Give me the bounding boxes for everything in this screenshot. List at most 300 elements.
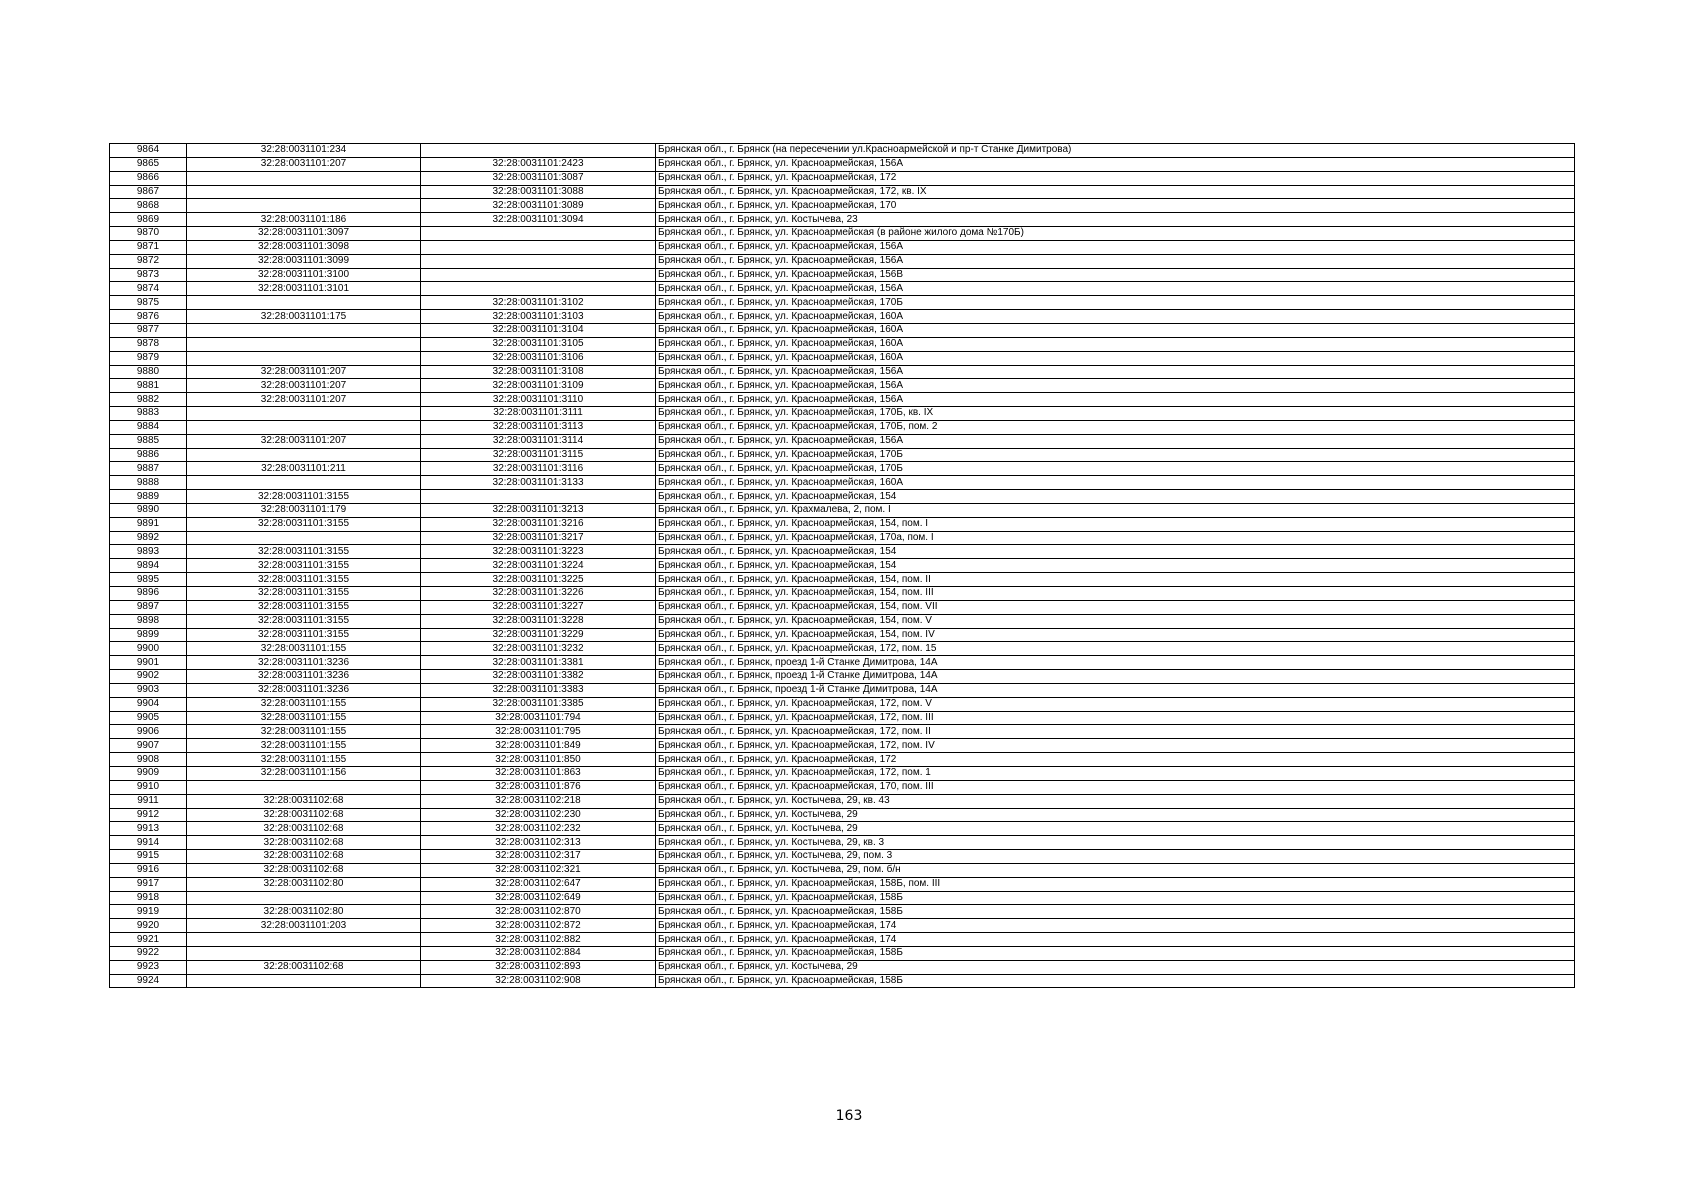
address-cell: Брянская обл., г. Брянск, ул. Красноармейская, 156А xyxy=(656,254,1575,268)
table-row xyxy=(110,531,1575,545)
object-cadastral-cell: 32:28:0031101:3224 xyxy=(421,559,656,573)
land-cadastral-cell: 32:28:0031102:80 xyxy=(187,905,421,919)
address-cell: Брянская обл., г. Брянск, ул. Костычева, 29, пом. б/н xyxy=(656,863,1575,877)
address-cell: Брянская обл., г. Брянск, ул. Красноармейская, 154, пом. I xyxy=(656,517,1575,531)
row-number-cell: 9916 xyxy=(110,863,187,877)
row-number-cell: 9904 xyxy=(110,697,187,711)
row-number-cell: 9906 xyxy=(110,725,187,739)
row-number-cell: 9898 xyxy=(110,614,187,628)
row-number-cell: 9864 xyxy=(110,144,187,158)
table-row xyxy=(110,407,1575,421)
row-number-cell: 9892 xyxy=(110,531,187,545)
row-number-cell: 9917 xyxy=(110,877,187,891)
land-cadastral-cell xyxy=(187,351,421,365)
address-cell: Брянская обл., г. Брянск, ул. Красноармейская, 158Б xyxy=(656,905,1575,919)
land-cadastral-cell xyxy=(187,337,421,351)
address-cell: Брянская обл., г. Брянск, ул. Красноармейская, 170Б xyxy=(656,296,1575,310)
land-cadastral-cell: 32:28:0031101:3155 xyxy=(187,517,421,531)
land-cadastral-cell: 32:28:0031101:179 xyxy=(187,503,421,517)
table-row xyxy=(110,822,1575,836)
land-cadastral-cell: 32:28:0031101:186 xyxy=(187,213,421,227)
row-number-cell: 9872 xyxy=(110,254,187,268)
address-cell: Брянская обл., г. Брянск, ул. Красноармейская, 160А xyxy=(656,323,1575,337)
row-number-cell: 9902 xyxy=(110,670,187,684)
table-row xyxy=(110,683,1575,697)
row-number-cell: 9871 xyxy=(110,240,187,254)
row-number-cell: 9883 xyxy=(110,407,187,421)
land-cadastral-cell: 32:28:0031102:68 xyxy=(187,863,421,877)
object-cadastral-cell: 32:28:0031101:850 xyxy=(421,753,656,767)
land-cadastral-cell: 32:28:0031101:207 xyxy=(187,379,421,393)
address-cell: Брянская обл., г. Брянск, ул. Красноармейская, 172, пом. 1 xyxy=(656,766,1575,780)
row-number-cell: 9890 xyxy=(110,503,187,517)
table-row xyxy=(110,254,1575,268)
land-cadastral-cell: 32:28:0031101:155 xyxy=(187,711,421,725)
address-cell: Брянская обл., г. Брянск, ул. Красноармейская, 156В xyxy=(656,268,1575,282)
row-number-cell: 9870 xyxy=(110,227,187,241)
object-cadastral-cell: 32:28:0031101:3223 xyxy=(421,545,656,559)
address-cell: Брянская обл., г. Брянск, ул. Красноармейская, 156А xyxy=(656,434,1575,448)
land-cadastral-cell: 32:28:0031101:155 xyxy=(187,697,421,711)
table-row xyxy=(110,296,1575,310)
address-cell: Брянская обл., г. Брянск, проезд 1-й Станке Димитрова, 14А xyxy=(656,670,1575,684)
land-cadastral-cell xyxy=(187,780,421,794)
object-cadastral-cell xyxy=(421,240,656,254)
land-cadastral-cell: 32:28:0031101:3236 xyxy=(187,670,421,684)
row-number-cell: 9909 xyxy=(110,766,187,780)
object-cadastral-cell: 32:28:0031102:870 xyxy=(421,905,656,919)
table-row xyxy=(110,587,1575,601)
row-number-cell: 9914 xyxy=(110,836,187,850)
land-cadastral-cell: 32:28:0031102:68 xyxy=(187,836,421,850)
table-row xyxy=(110,946,1575,960)
land-cadastral-cell xyxy=(187,407,421,421)
row-number-cell: 9865 xyxy=(110,157,187,171)
address-cell: Брянская обл., г. Брянск, ул. Красноармейская, 172, пом. III xyxy=(656,711,1575,725)
row-number-cell: 9901 xyxy=(110,656,187,670)
land-cadastral-cell: 32:28:0031101:3155 xyxy=(187,573,421,587)
address-cell: Брянская обл., г. Брянск, ул. Красноармейская, 170, пом. III xyxy=(656,780,1575,794)
address-cell: Брянская обл., г. Брянск, ул. Красноармейская, 170 xyxy=(656,199,1575,213)
land-cadastral-cell: 32:28:0031101:3155 xyxy=(187,587,421,601)
land-cadastral-cell xyxy=(187,891,421,905)
land-cadastral-cell: 32:28:0031101:175 xyxy=(187,310,421,324)
land-cadastral-cell: 32:28:0031101:155 xyxy=(187,642,421,656)
row-number-cell: 9900 xyxy=(110,642,187,656)
table-row xyxy=(110,240,1575,254)
object-cadastral-cell: 32:28:0031101:3102 xyxy=(421,296,656,310)
address-cell: Брянская обл., г. Брянск, ул. Костычева, 29 xyxy=(656,808,1575,822)
land-cadastral-cell: 32:28:0031101:3100 xyxy=(187,268,421,282)
address-cell: Брянская обл., г. Брянск, ул. Красноармейская, 156А xyxy=(656,393,1575,407)
object-cadastral-cell: 32:28:0031101:3111 xyxy=(421,407,656,421)
land-cadastral-cell xyxy=(187,296,421,310)
object-cadastral-cell: 32:28:0031101:3110 xyxy=(421,393,656,407)
object-cadastral-cell xyxy=(421,268,656,282)
row-number-cell: 9874 xyxy=(110,282,187,296)
land-cadastral-cell: 32:28:0031101:3155 xyxy=(187,490,421,504)
address-cell: Брянская обл., г. Брянск, ул. Костычева, 29, пом. 3 xyxy=(656,850,1575,864)
land-cadastral-cell: 32:28:0031102:68 xyxy=(187,822,421,836)
table-row xyxy=(110,919,1575,933)
row-number-cell: 9877 xyxy=(110,323,187,337)
table-row xyxy=(110,753,1575,767)
address-cell: Брянская обл., г. Брянск, ул. Костычева, 29 xyxy=(656,822,1575,836)
object-cadastral-cell: 32:28:0031101:3087 xyxy=(421,171,656,185)
object-cadastral-cell: 32:28:0031101:3217 xyxy=(421,531,656,545)
object-cadastral-cell xyxy=(421,227,656,241)
address-cell: Брянская обл., г. Брянск, ул. Красноармейская, 170Б xyxy=(656,448,1575,462)
row-number-cell: 9897 xyxy=(110,600,187,614)
row-number-cell: 9920 xyxy=(110,919,187,933)
address-cell: Брянская обл., г. Брянск, ул. Костычева, 29, кв. 3 xyxy=(656,836,1575,850)
land-cadastral-cell: 32:28:0031102:68 xyxy=(187,960,421,974)
object-cadastral-cell: 32:28:0031101:3113 xyxy=(421,420,656,434)
row-number-cell: 9894 xyxy=(110,559,187,573)
object-cadastral-cell: 32:28:0031101:794 xyxy=(421,711,656,725)
land-cadastral-cell: 32:28:0031101:3101 xyxy=(187,282,421,296)
registry-table-body xyxy=(110,144,1575,988)
object-cadastral-cell xyxy=(421,490,656,504)
table-row xyxy=(110,310,1575,324)
object-cadastral-cell: 32:28:0031101:3106 xyxy=(421,351,656,365)
object-cadastral-cell: 32:28:0031101:3226 xyxy=(421,587,656,601)
object-cadastral-cell: 32:28:0031102:232 xyxy=(421,822,656,836)
row-number-cell: 9924 xyxy=(110,974,187,988)
address-cell: Брянская обл., г. Брянск, ул. Красноармейская (в районе жилого дома №170Б) xyxy=(656,227,1575,241)
land-cadastral-cell: 32:28:0031101:3155 xyxy=(187,614,421,628)
table-row xyxy=(110,905,1575,919)
row-number-cell: 9911 xyxy=(110,794,187,808)
table-row xyxy=(110,656,1575,670)
row-number-cell: 9918 xyxy=(110,891,187,905)
table-row xyxy=(110,960,1575,974)
land-cadastral-cell: 32:28:0031101:3236 xyxy=(187,683,421,697)
land-cadastral-cell: 32:28:0031102:68 xyxy=(187,850,421,864)
land-cadastral-cell xyxy=(187,933,421,947)
address-cell: Брянская обл., г. Брянск, ул. Красноармейская, 170Б xyxy=(656,462,1575,476)
object-cadastral-cell: 32:28:0031102:884 xyxy=(421,946,656,960)
land-cadastral-cell: 32:28:0031101:207 xyxy=(187,157,421,171)
object-cadastral-cell: 32:28:0031101:3225 xyxy=(421,573,656,587)
object-cadastral-cell: 32:28:0031101:3383 xyxy=(421,683,656,697)
address-cell: Брянская обл., г. Брянск, ул. Красноармейская, 154 xyxy=(656,490,1575,504)
land-cadastral-cell: 32:28:0031101:234 xyxy=(187,144,421,158)
address-cell: Брянская обл., г. Брянск, ул. Костычева, 23 xyxy=(656,213,1575,227)
table-row xyxy=(110,891,1575,905)
table-row xyxy=(110,600,1575,614)
land-cadastral-cell xyxy=(187,946,421,960)
object-cadastral-cell: 32:28:0031101:876 xyxy=(421,780,656,794)
table-row xyxy=(110,337,1575,351)
object-cadastral-cell: 32:28:0031101:3108 xyxy=(421,365,656,379)
address-cell: Брянская обл., г. Брянск, ул. Красноармейская, 156А xyxy=(656,157,1575,171)
object-cadastral-cell: 32:28:0031101:3103 xyxy=(421,310,656,324)
row-number-cell: 9878 xyxy=(110,337,187,351)
row-number-cell: 9882 xyxy=(110,393,187,407)
land-cadastral-cell: 32:28:0031101:3099 xyxy=(187,254,421,268)
object-cadastral-cell: 32:28:0031101:3088 xyxy=(421,185,656,199)
land-cadastral-cell: 32:28:0031101:155 xyxy=(187,725,421,739)
land-cadastral-cell: 32:28:0031102:68 xyxy=(187,808,421,822)
table-row xyxy=(110,462,1575,476)
row-number-cell: 9884 xyxy=(110,420,187,434)
land-cadastral-cell: 32:28:0031101:3155 xyxy=(187,628,421,642)
object-cadastral-cell: 32:28:0031101:795 xyxy=(421,725,656,739)
object-cadastral-cell: 32:28:0031102:317 xyxy=(421,850,656,864)
land-cadastral-cell: 32:28:0031101:155 xyxy=(187,753,421,767)
row-number-cell: 9879 xyxy=(110,351,187,365)
row-number-cell: 9923 xyxy=(110,960,187,974)
address-cell: Брянская обл., г. Брянск, ул. Красноармейская, 154, пом. III xyxy=(656,587,1575,601)
table-row xyxy=(110,185,1575,199)
object-cadastral-cell: 32:28:0031102:321 xyxy=(421,863,656,877)
address-cell: Брянская обл., г. Брянск, ул. Красноармейская, 158Б xyxy=(656,891,1575,905)
address-cell: Брянская обл., г. Брянск, ул. Красноармейская, 158Б, пом. III xyxy=(656,877,1575,891)
address-cell: Брянская обл., г. Брянск, ул. Костычева, 29, кв. 43 xyxy=(656,794,1575,808)
object-cadastral-cell: 32:28:0031101:3133 xyxy=(421,476,656,490)
row-number-cell: 9869 xyxy=(110,213,187,227)
land-cadastral-cell: 32:28:0031101:3155 xyxy=(187,545,421,559)
object-cadastral-cell: 32:28:0031101:3228 xyxy=(421,614,656,628)
table-row xyxy=(110,393,1575,407)
address-cell: Брянская обл., г. Брянск, ул. Красноармейская, 158Б xyxy=(656,946,1575,960)
table-row xyxy=(110,850,1575,864)
land-cadastral-cell: 32:28:0031101:156 xyxy=(187,766,421,780)
table-row xyxy=(110,144,1575,158)
table-row xyxy=(110,323,1575,337)
address-cell: Брянская обл., г. Брянск, ул. Красноармейская, 172, пом. II xyxy=(656,725,1575,739)
table-row xyxy=(110,697,1575,711)
object-cadastral-cell: 32:28:0031101:3229 xyxy=(421,628,656,642)
row-number-cell: 9903 xyxy=(110,683,187,697)
row-number-cell: 9886 xyxy=(110,448,187,462)
row-number-cell: 9881 xyxy=(110,379,187,393)
table-row xyxy=(110,199,1575,213)
address-cell: Брянская обл., г. Брянск, ул. Красноармейская, 172 xyxy=(656,171,1575,185)
land-cadastral-cell: 32:28:0031102:80 xyxy=(187,877,421,891)
table-row xyxy=(110,642,1575,656)
row-number-cell: 9907 xyxy=(110,739,187,753)
land-cadastral-cell xyxy=(187,420,421,434)
row-number-cell: 9866 xyxy=(110,171,187,185)
object-cadastral-cell xyxy=(421,254,656,268)
row-number-cell: 9880 xyxy=(110,365,187,379)
table-row xyxy=(110,559,1575,573)
land-cadastral-cell: 32:28:0031101:207 xyxy=(187,434,421,448)
row-number-cell: 9896 xyxy=(110,587,187,601)
table-row xyxy=(110,711,1575,725)
table-row xyxy=(110,351,1575,365)
address-cell: Брянская обл., г. Брянск, ул. Красноармейская, 172 xyxy=(656,753,1575,767)
object-cadastral-cell xyxy=(421,282,656,296)
land-cadastral-cell xyxy=(187,199,421,213)
address-cell: Брянская обл., г. Брянск, ул. Красноармейская, 156А xyxy=(656,365,1575,379)
land-cadastral-cell: 32:28:0031101:3155 xyxy=(187,600,421,614)
address-cell: Брянская обл., г. Брянск, ул. Красноармейская, 156А xyxy=(656,379,1575,393)
address-cell: Брянская обл., г. Брянск, проезд 1-й Станке Димитрова, 14А xyxy=(656,656,1575,670)
row-number-cell: 9885 xyxy=(110,434,187,448)
row-number-cell: 9899 xyxy=(110,628,187,642)
land-cadastral-cell: 32:28:0031101:211 xyxy=(187,462,421,476)
object-cadastral-cell: 32:28:0031101:3094 xyxy=(421,213,656,227)
object-cadastral-cell: 32:28:0031101:3115 xyxy=(421,448,656,462)
object-cadastral-cell: 32:28:0031101:3114 xyxy=(421,434,656,448)
registry-table xyxy=(109,143,1575,988)
page-number: 163 xyxy=(835,1108,863,1124)
object-cadastral-cell: 32:28:0031102:872 xyxy=(421,919,656,933)
row-number-cell: 9887 xyxy=(110,462,187,476)
address-cell: Брянская обл., г. Брянск, ул. Красноармейская, 154 xyxy=(656,545,1575,559)
object-cadastral-cell: 32:28:0031101:849 xyxy=(421,739,656,753)
address-cell: Брянская обл., г. Брянск, ул. Красноармейская, 172, пом. V xyxy=(656,697,1575,711)
object-cadastral-cell: 32:28:0031102:893 xyxy=(421,960,656,974)
object-cadastral-cell: 32:28:0031102:649 xyxy=(421,891,656,905)
row-number-cell: 9905 xyxy=(110,711,187,725)
object-cadastral-cell: 32:28:0031101:2423 xyxy=(421,157,656,171)
row-number-cell: 9873 xyxy=(110,268,187,282)
land-cadastral-cell xyxy=(187,323,421,337)
address-cell: Брянская обл., г. Брянск, ул. Костычева, 29 xyxy=(656,960,1575,974)
table-row xyxy=(110,490,1575,504)
address-cell: Брянская обл., г. Брянск, ул. Красноармейская, 156А xyxy=(656,240,1575,254)
object-cadastral-cell: 32:28:0031101:3213 xyxy=(421,503,656,517)
row-number-cell: 9875 xyxy=(110,296,187,310)
land-cadastral-cell: 32:28:0031101:207 xyxy=(187,365,421,379)
address-cell: Брянская обл., г. Брянск, ул. Красноармейская, 170а, пом. I xyxy=(656,531,1575,545)
row-number-cell: 9913 xyxy=(110,822,187,836)
address-cell: Брянская обл., г. Брянск, ул. Красноармейская, 170Б, пом. 2 xyxy=(656,420,1575,434)
table-row xyxy=(110,420,1575,434)
land-cadastral-cell: 32:28:0031101:155 xyxy=(187,739,421,753)
object-cadastral-cell: 32:28:0031102:647 xyxy=(421,877,656,891)
row-number-cell: 9891 xyxy=(110,517,187,531)
land-cadastral-cell xyxy=(187,974,421,988)
address-cell: Брянская обл., г. Брянск, ул. Красноармейская, 160А xyxy=(656,310,1575,324)
table-row xyxy=(110,365,1575,379)
land-cadastral-cell xyxy=(187,476,421,490)
object-cadastral-cell: 32:28:0031101:3089 xyxy=(421,199,656,213)
table-row xyxy=(110,614,1575,628)
land-cadastral-cell xyxy=(187,448,421,462)
land-cadastral-cell xyxy=(187,171,421,185)
address-cell: Брянская обл., г. Брянск, ул. Красноармейская, 170Б, кв. IX xyxy=(656,407,1575,421)
table-row xyxy=(110,517,1575,531)
table-row xyxy=(110,434,1575,448)
address-cell: Брянская обл., г. Брянск, ул. Красноармейская, 158Б xyxy=(656,974,1575,988)
row-number-cell: 9868 xyxy=(110,199,187,213)
object-cadastral-cell: 32:28:0031101:3116 xyxy=(421,462,656,476)
table-row xyxy=(110,227,1575,241)
address-cell: Брянская обл., г. Брянск, ул. Красноармейская, 154, пом. IV xyxy=(656,628,1575,642)
object-cadastral-cell: 32:28:0031102:908 xyxy=(421,974,656,988)
row-number-cell: 9888 xyxy=(110,476,187,490)
object-cadastral-cell: 32:28:0031101:3385 xyxy=(421,697,656,711)
table-row xyxy=(110,863,1575,877)
land-cadastral-cell: 32:28:0031101:3098 xyxy=(187,240,421,254)
object-cadastral-cell: 32:28:0031101:863 xyxy=(421,766,656,780)
row-number-cell: 9919 xyxy=(110,905,187,919)
object-cadastral-cell: 32:28:0031102:313 xyxy=(421,836,656,850)
row-number-cell: 9915 xyxy=(110,850,187,864)
land-cadastral-cell: 32:28:0031101:203 xyxy=(187,919,421,933)
table-row xyxy=(110,379,1575,393)
address-cell: Брянская обл., г. Брянск, ул. Красноармейская, 174 xyxy=(656,933,1575,947)
table-row xyxy=(110,268,1575,282)
table-row xyxy=(110,877,1575,891)
table-row xyxy=(110,503,1575,517)
table-row xyxy=(110,808,1575,822)
table-row xyxy=(110,545,1575,559)
row-number-cell: 9922 xyxy=(110,946,187,960)
row-number-cell: 9876 xyxy=(110,310,187,324)
land-cadastral-cell: 32:28:0031101:3236 xyxy=(187,656,421,670)
table-row xyxy=(110,836,1575,850)
address-cell: Брянская обл., г. Брянск (на пересечении ул.Красноармейской и пр-т Станке Димитрова) xyxy=(656,144,1575,158)
land-cadastral-cell: 32:28:0031102:68 xyxy=(187,794,421,808)
table-row xyxy=(110,780,1575,794)
land-cadastral-cell xyxy=(187,185,421,199)
object-cadastral-cell: 32:28:0031101:3382 xyxy=(421,670,656,684)
address-cell: Брянская обл., г. Брянск, ул. Красноармейская, 172, пом. IV xyxy=(656,739,1575,753)
address-cell: Брянская обл., г. Брянск, ул. Красноармейская, 172, кв. IX xyxy=(656,185,1575,199)
row-number-cell: 9893 xyxy=(110,545,187,559)
object-cadastral-cell: 32:28:0031102:882 xyxy=(421,933,656,947)
object-cadastral-cell: 32:28:0031101:3381 xyxy=(421,656,656,670)
land-cadastral-cell xyxy=(187,531,421,545)
address-cell: Брянская обл., г. Брянск, ул. Красноармейская, 154 xyxy=(656,559,1575,573)
row-number-cell: 9912 xyxy=(110,808,187,822)
table-row xyxy=(110,933,1575,947)
address-cell: Брянская обл., г. Брянск, ул. Красноармейская, 156А xyxy=(656,282,1575,296)
object-cadastral-cell: 32:28:0031101:3104 xyxy=(421,323,656,337)
address-cell: Брянская обл., г. Брянск, ул. Красноармейская, 154, пом. II xyxy=(656,573,1575,587)
object-cadastral-cell: 32:28:0031101:3105 xyxy=(421,337,656,351)
land-cadastral-cell: 32:28:0031101:3155 xyxy=(187,559,421,573)
row-number-cell: 9867 xyxy=(110,185,187,199)
address-cell: Брянская обл., г. Брянск, ул. Красноармейская, 154, пом. VII xyxy=(656,600,1575,614)
row-number-cell: 9889 xyxy=(110,490,187,504)
table-row xyxy=(110,157,1575,171)
table-row xyxy=(110,282,1575,296)
object-cadastral-cell: 32:28:0031102:218 xyxy=(421,794,656,808)
table-row xyxy=(110,794,1575,808)
object-cadastral-cell xyxy=(421,144,656,158)
table-row xyxy=(110,171,1575,185)
table-row xyxy=(110,766,1575,780)
address-cell: Брянская обл., г. Брянск, ул. Красноармейская, 160А xyxy=(656,351,1575,365)
table-row xyxy=(110,476,1575,490)
row-number-cell: 9910 xyxy=(110,780,187,794)
table-row xyxy=(110,670,1575,684)
row-number-cell: 9895 xyxy=(110,573,187,587)
address-cell: Брянская обл., г. Брянск, ул. Красноармейская, 172, пом. 15 xyxy=(656,642,1575,656)
table-row xyxy=(110,573,1575,587)
object-cadastral-cell: 32:28:0031101:3232 xyxy=(421,642,656,656)
table-row xyxy=(110,628,1575,642)
address-cell: Брянская обл., г. Брянск, ул. Крахмалева, 2, пом. I xyxy=(656,503,1575,517)
table-row xyxy=(110,974,1575,988)
address-cell: Брянская обл., г. Брянск, проезд 1-й Станке Димитрова, 14А xyxy=(656,683,1575,697)
table-row xyxy=(110,739,1575,753)
address-cell: Брянская обл., г. Брянск, ул. Красноармейская, 160А xyxy=(656,337,1575,351)
object-cadastral-cell: 32:28:0031101:3216 xyxy=(421,517,656,531)
address-cell: Брянская обл., г. Брянск, ул. Красноармейская, 174 xyxy=(656,919,1575,933)
table-row xyxy=(110,448,1575,462)
object-cadastral-cell: 32:28:0031102:230 xyxy=(421,808,656,822)
address-cell: Брянская обл., г. Брянск, ул. Красноармейская, 154, пом. V xyxy=(656,614,1575,628)
land-cadastral-cell: 32:28:0031101:3097 xyxy=(187,227,421,241)
